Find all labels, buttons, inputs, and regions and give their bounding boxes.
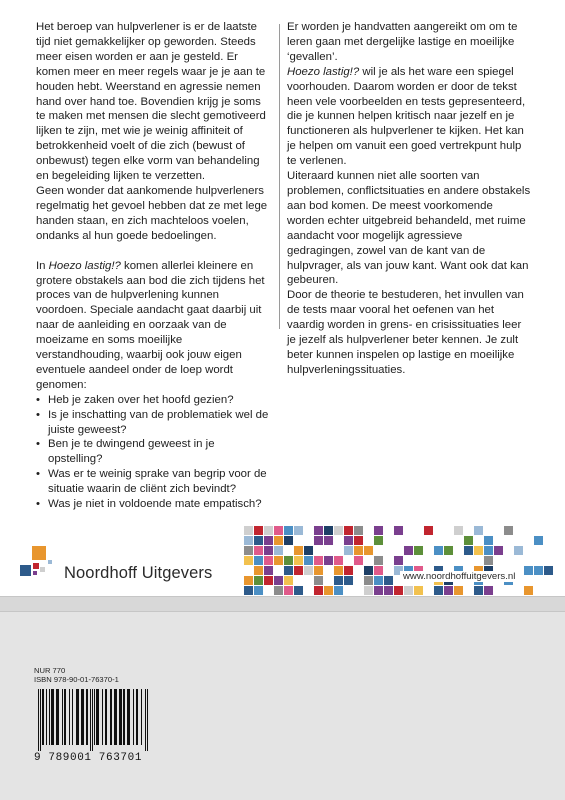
left-paragraph-3 — [36, 259, 272, 393]
mosaic-tile — [304, 546, 313, 555]
mosaic-tile — [374, 586, 383, 595]
mosaic-tile — [534, 536, 543, 545]
right-column — [287, 20, 532, 378]
mosaic-tile — [334, 556, 343, 565]
mosaic-tile — [394, 586, 403, 595]
mosaic-tile — [374, 526, 383, 535]
mosaic-tile — [364, 576, 373, 585]
color-mosaic-graphic — [244, 524, 564, 596]
barcode-bar — [38, 689, 39, 751]
mosaic-tile — [354, 556, 363, 565]
mosaic-tile — [354, 536, 363, 545]
mosaic-tile — [294, 566, 303, 575]
mosaic-tile — [254, 546, 263, 555]
mosaic-tile — [444, 546, 453, 555]
barcode-bar — [90, 689, 91, 751]
left-column — [36, 20, 272, 512]
mosaic-tile — [284, 586, 293, 595]
mosaic-tile — [344, 536, 353, 545]
mosaic-tile — [314, 556, 323, 565]
barcode-bar — [119, 689, 122, 745]
mosaic-tile — [314, 526, 323, 535]
mosaic-tile — [474, 526, 483, 535]
mosaic-tile — [354, 546, 363, 555]
mosaic-tile — [264, 576, 273, 585]
barcode-block — [34, 666, 214, 764]
mosaic-tile — [284, 566, 293, 575]
mosaic-tile — [454, 586, 463, 595]
mosaic-tile — [254, 566, 263, 575]
barcode-bar — [94, 689, 95, 745]
mosaic-tile — [344, 526, 353, 535]
mosaic-tile — [484, 536, 493, 545]
nur-code: NUR 770 — [34, 666, 66, 675]
barcode — [34, 689, 152, 751]
barcode-bar — [69, 689, 70, 745]
mosaic-tile — [524, 566, 533, 575]
mosaic-tile — [254, 586, 263, 595]
book-title-inline: Hoezo lastig!? — [287, 65, 360, 78]
book-title-inline: Hoezo lastig!? — [48, 259, 121, 272]
mosaic-tile — [274, 536, 283, 545]
mosaic-tile — [444, 586, 453, 595]
mosaic-tile — [264, 546, 273, 555]
mosaic-tile — [324, 556, 333, 565]
mosaic-tile — [294, 556, 303, 565]
mosaic-tile — [484, 556, 493, 565]
mosaic-tile — [294, 526, 303, 535]
mosaic-tile — [434, 546, 443, 555]
mosaic-tile — [404, 546, 413, 555]
mosaic-tile — [274, 526, 283, 535]
list-item: • Was er te weinig sprake van begrip voor de situatie waarin de cliënt zich bevindt? — [36, 467, 272, 497]
mosaic-tile — [514, 546, 523, 555]
barcode-bar — [49, 689, 50, 745]
mosaic-tile — [274, 586, 283, 595]
list-item: • Ben je te dwingend geweest in je opstelling? — [36, 437, 272, 467]
barcode-bar — [110, 689, 112, 745]
barcode-bar — [145, 689, 146, 751]
mosaic-tile — [314, 536, 323, 545]
barcode-bar — [114, 689, 117, 745]
mosaic-tile — [394, 556, 403, 565]
barcode-bar — [72, 689, 73, 745]
mosaic-tile — [254, 576, 263, 585]
right-paragraph-3: Door de theorie te bestuderen, het invullen van de tests maar vooral het oefenen van het vaardig worden in grens- en crisissituaties leer je jezelf als hulpverlener beter kennen. Je zult beter kunnen inspelen op lastige en moeilijke hulpverleningssituaties. — [287, 289, 524, 376]
mosaic-tile — [364, 566, 373, 575]
mosaic-tile — [504, 526, 513, 535]
left-paragraph-3-prefix: In — [36, 259, 49, 272]
mosaic-tile — [324, 536, 333, 545]
mosaic-tile — [384, 576, 393, 585]
mosaic-tile — [274, 556, 283, 565]
right-paragraph-1-body: wil je als het ware een spiegel voorhouden. Daarom worden er door de tekst heen vele voorbeelden en tests gepresenteerd, die je kunnen helpen kritisch naar jezelf en je functioneren als hulpverlener te kijken. Het kan je helpen om vanuit een goed vertrekpunt hulp te verlenen. — [287, 65, 526, 168]
mosaic-tile — [314, 586, 323, 595]
mosaic-tile — [414, 546, 423, 555]
mosaic-tile — [364, 586, 373, 595]
mosaic-tile — [484, 546, 493, 555]
barcode-bar — [56, 689, 59, 745]
mosaic-tile — [544, 566, 553, 575]
mosaic-tile — [374, 556, 383, 565]
mosaic-tile — [374, 566, 383, 575]
barcode-bar — [133, 689, 134, 745]
mosaic-tile — [344, 566, 353, 575]
mosaic-tile — [294, 546, 303, 555]
mosaic-tile — [414, 586, 423, 595]
barcode-bar — [76, 689, 79, 745]
mosaic-tile — [474, 586, 483, 595]
mosaic-tile — [474, 546, 483, 555]
barcode-bar — [42, 689, 44, 745]
mosaic-tile — [374, 576, 383, 585]
mosaic-tile — [364, 546, 373, 555]
mosaic-tile — [534, 566, 543, 575]
barcode-bar — [147, 689, 148, 751]
mosaic-tile — [454, 526, 463, 535]
mosaic-tile — [434, 586, 443, 595]
mosaic-tile — [354, 526, 363, 535]
publisher-brand — [18, 544, 248, 584]
mosaic-tile — [344, 546, 353, 555]
mosaic-tile — [304, 566, 313, 575]
mosaic-tile — [264, 526, 273, 535]
mosaic-tile — [314, 566, 323, 575]
mosaic-tile — [464, 536, 473, 545]
mosaic-tile — [264, 536, 273, 545]
mosaic-tile — [484, 586, 493, 595]
left-paragraph-3-body: komen allerlei kleinere en grotere obstakels aan bod die zich tijdens het proces van de hulpverlening kunnen voordoen. Speciale aandacht gaat daarbij uit naar de aanleiding en oorzaak van de moeizame en soms moeilijke verstandhouding, waarbij ook jouw eigen eventuele aandeel onder de loep wordt genomen: — [36, 259, 265, 391]
right-paragraph-2: Uiteraard kunnen niet alle soorten van problemen, conflictsituaties en andere obstakels aan bod komen. De meest voorkomende worden echter uitgebreid behandeld, met ruime aandacht voor mogelijk agressieve gedragingen, zowel van de kant van de hulpvrager, als van jouw kant. Want ook dat kan gebeuren. — [287, 170, 531, 287]
mosaic-tile — [244, 586, 253, 595]
barcode-bar — [96, 689, 99, 745]
barcode-bar — [92, 689, 93, 751]
right-paragraph-1 — [287, 20, 532, 169]
mosaic-tile — [404, 586, 413, 595]
mosaic-tile — [424, 526, 433, 535]
list-item: • Was je niet in voldoende mate empatisch? — [36, 497, 272, 512]
mosaic-tile — [394, 526, 403, 535]
isbn-number: ISBN 978-90-01-76370-1 — [34, 675, 119, 684]
question-list — [36, 393, 272, 512]
mosaic-tile — [254, 536, 263, 545]
mosaic-tile — [324, 586, 333, 595]
mosaic-tile — [254, 526, 263, 535]
left-paragraph-1: Het beroep van hulpverlener is er de laatste tijd niet gemakkelijker op geworden. Steeds meer eisen worden er aan je gesteld. Er komen meer en meer regels waar je je aan te houden hebt. Weerstand en agressie nemen hand over hand toe. Bovendien krijg je soms te maken met mensen die slecht gemotiveerd lijken te zijn, met wie je weinig affiniteit of betrokkenheid voelt of die zich (bewust of onbewust) tegen elke vorm van behandeling en begeleiding lijken te verzetten. — [36, 21, 266, 183]
mosaic-tile — [284, 556, 293, 565]
mosaic-tile — [344, 576, 353, 585]
publisher-website: www.noordhoffuitgevers.nl — [400, 571, 518, 582]
mosaic-tile — [464, 546, 473, 555]
mosaic-tile — [334, 586, 343, 595]
barcode-bar — [86, 689, 88, 745]
mosaic-tile — [274, 576, 283, 585]
mosaic-tile — [294, 586, 303, 595]
publisher-logo-icon — [18, 544, 60, 584]
barcode-bar — [81, 689, 84, 745]
right-paragraph-1-start: Er worden je handvatten aangereikt om om te leren gaan met dergelijke lastige en moeilijke ‘gevallen’. — [287, 21, 518, 63]
barcode-bar — [136, 689, 138, 745]
mosaic-tile — [284, 576, 293, 585]
barcode-bar — [105, 689, 107, 745]
barcode-bar — [141, 689, 142, 745]
mosaic-tile — [334, 526, 343, 535]
barcode-bar — [127, 689, 130, 745]
cover-separator — [0, 596, 565, 612]
list-item: • Heb je zaken over het hoofd gezien? — [36, 393, 272, 408]
barcode-bar — [40, 689, 41, 751]
mosaic-tile — [244, 526, 253, 535]
barcode-bar — [123, 689, 125, 745]
barcode-bar — [46, 689, 47, 745]
barcode-digits: 9 789001 763701 — [34, 752, 143, 764]
mosaic-tile — [264, 556, 273, 565]
barcode-bar — [64, 689, 66, 745]
barcode-bar — [62, 689, 63, 745]
left-paragraph-2: Geen wonder dat aankomende hulpverleners regelmatig het gevoel hebben dat ze met lege handen staan, en zich machteloos voelen, ondanks al hun goede bedoelingen. — [36, 184, 268, 242]
mosaic-tile — [264, 566, 273, 575]
barcode-bar — [102, 689, 103, 745]
mosaic-tile — [384, 586, 393, 595]
mosaic-tile — [274, 546, 283, 555]
mosaic-tile — [284, 526, 293, 535]
list-item: • Is je inschatting van de problematiek wel de juiste geweest? — [36, 408, 272, 438]
mosaic-tile — [314, 576, 323, 585]
mosaic-tile — [304, 556, 313, 565]
mosaic-tile — [334, 566, 343, 575]
barcode-bar — [51, 689, 54, 745]
mosaic-tile — [254, 556, 263, 565]
column-divider — [279, 24, 280, 329]
mosaic-tile — [334, 576, 343, 585]
mosaic-tile — [284, 536, 293, 545]
mosaic-tile — [524, 586, 533, 595]
mosaic-tile — [374, 536, 383, 545]
mosaic-tile — [494, 546, 503, 555]
mosaic-tile — [324, 526, 333, 535]
publisher-name: Noordhoff Uitgevers — [64, 564, 213, 582]
